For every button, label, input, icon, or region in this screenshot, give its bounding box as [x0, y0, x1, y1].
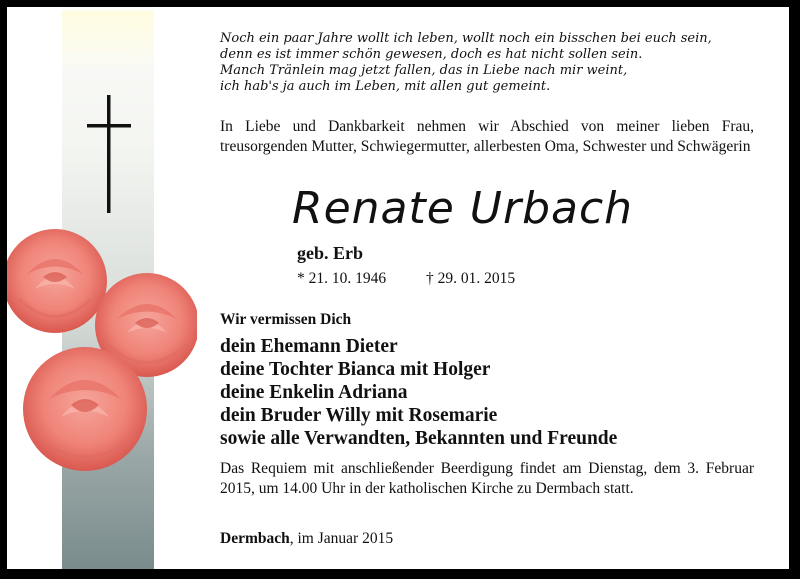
birth-date: * 21. 10. 1946 — [297, 270, 387, 287]
family-line: dein Ehemann Dieter — [220, 336, 398, 357]
rose-bottom — [23, 347, 147, 471]
poem — [220, 31, 780, 95]
family-line: dein Bruder Willy mit Rosemarie — [220, 405, 498, 426]
roses-image — [7, 229, 197, 499]
stripe-glow — [62, 11, 154, 71]
life-dates — [297, 270, 515, 288]
rose-top-left — [7, 229, 107, 333]
intro-text: In Liebe und Dankbarkeit nehmen wir Abschied von meiner lieben Frau, treusorgenden Mutter, Schwiegermutter, allerbesten Oma, Schwester und Schwägerin — [220, 118, 754, 155]
poem-line: Noch ein paar Jahre wollt ich leben, wollt noch ein bisschen bei euch sein, — [220, 31, 712, 46]
poem-line: denn es ist immer schön gewesen, doch es hat nicht sollen sein. — [220, 47, 643, 62]
born-name: geb. Erb — [297, 243, 364, 263]
obituary-page — [7, 7, 789, 569]
place-date-text: , im Januar 2015 — [289, 530, 394, 547]
poem-line: ich hab's ja auch im Leben, mit allen gut gemeint. — [220, 79, 551, 94]
miss-heading: Wir vermissen Dich — [220, 311, 352, 328]
family-line: deine Tochter Bianca mit Holger — [220, 359, 491, 380]
requiem-notice: Das Requiem mit anschließender Beerdigung findet am Dienstag, dem 3. Februar 2015, um 14.00 Uhr in der katholischen Kirche zu Dermbach statt. — [220, 460, 754, 497]
death-date: † 29. 01. 2015 — [426, 270, 516, 287]
family-line: sowie alle Verwandten, Bekannten und Freunde — [220, 428, 618, 449]
deceased-name: Renate Urbach — [292, 183, 634, 234]
place-date — [220, 530, 393, 548]
family-list — [220, 335, 617, 450]
family-line: deine Enkelin Adriana — [220, 382, 408, 403]
poem-line: Manch Tränlein mag jetzt fallen, das in Liebe nach mir weint, — [220, 63, 628, 78]
place-city: Dermbach — [220, 530, 290, 547]
latin-cross-icon — [87, 95, 131, 213]
